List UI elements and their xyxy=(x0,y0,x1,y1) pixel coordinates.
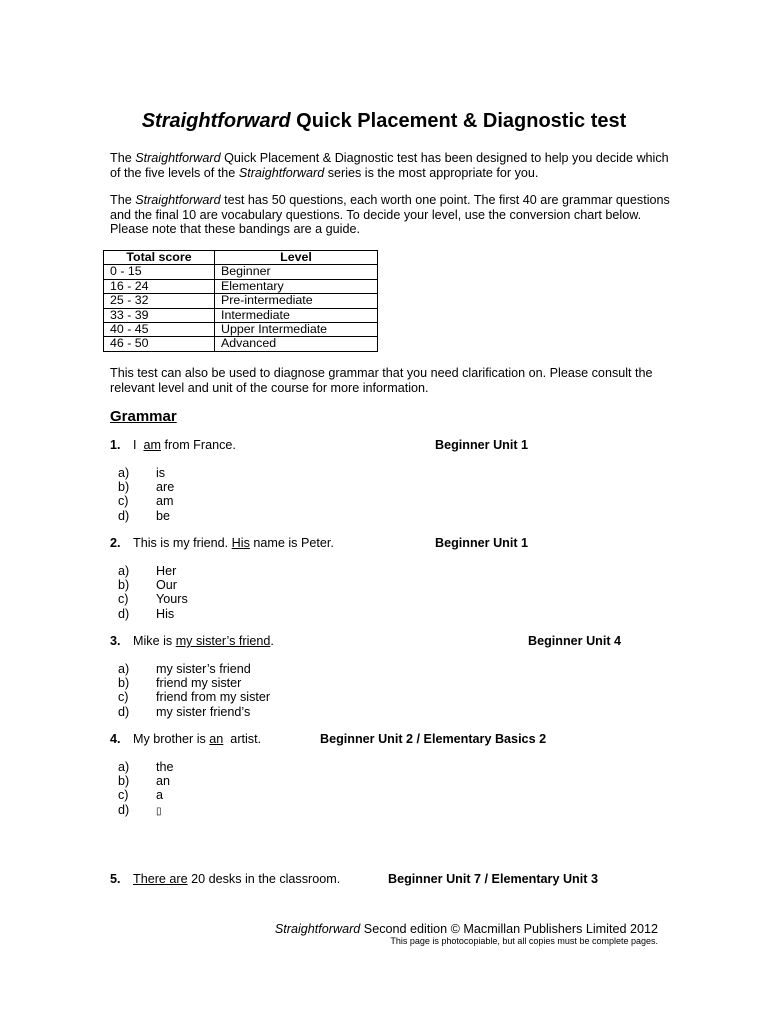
level-cell: Intermediate xyxy=(215,308,378,322)
table-row xyxy=(104,265,378,279)
option[interactable]: d) be xyxy=(118,508,171,523)
footer-copyright: Straightforward Second edition © Macmillan Publishers Limited 2012 xyxy=(274,922,658,936)
option[interactable]: a) my sister’s friend xyxy=(118,662,251,676)
footer-photocopy-note: This page is photocopiable, but all copies must be complete pages. xyxy=(390,936,658,946)
unit-reference: Beginner Unit 1 xyxy=(435,536,529,550)
question-number: 1. xyxy=(110,438,121,452)
missing-glyph-box: ▯ xyxy=(156,805,162,817)
question-4 xyxy=(110,732,670,748)
intro-paragraph-2: The Straightforward test has 50 questions, each worth one point. The first 40 are grammar questions and the final 10 are vocabulary questions. To decide your level, use the conversion chart below. Please note that these bandings are a guide. xyxy=(110,193,670,236)
question-number: 3. xyxy=(110,634,121,648)
question-number: 2. xyxy=(110,536,121,550)
option[interactable]: d) my sister friend’s xyxy=(118,704,251,719)
score-cell: 40 - 45 xyxy=(104,323,215,337)
question-1 xyxy=(110,438,670,454)
title-rest: Quick Placement & Diagnostic test xyxy=(296,110,627,132)
option[interactable]: c) Yours xyxy=(118,592,188,607)
option[interactable]: d) His xyxy=(118,606,175,621)
answer-options-4 xyxy=(118,760,174,817)
answer-options-2 xyxy=(118,564,188,621)
page-title xyxy=(0,110,768,133)
option[interactable]: b) are xyxy=(118,480,175,495)
level-cell: Pre-intermediate xyxy=(215,294,378,308)
unit-reference: Beginner Unit 7 / Elementary Unit 3 xyxy=(388,872,598,886)
level-cell: Advanced xyxy=(215,337,378,351)
score-cell: 46 - 50 xyxy=(104,337,215,351)
question-number: 5. xyxy=(110,872,121,886)
option[interactable]: c) am xyxy=(118,494,174,509)
table-row xyxy=(104,323,378,337)
score-cell: 33 - 39 xyxy=(104,308,215,322)
table-header-row xyxy=(104,251,378,265)
question-text: I am from France. xyxy=(133,438,236,452)
table-row xyxy=(104,294,378,308)
question-3 xyxy=(110,634,670,650)
option[interactable]: b) an xyxy=(118,774,171,789)
unit-reference: Beginner Unit 2 / Elementary Basics 2 xyxy=(320,732,547,746)
question-2 xyxy=(110,536,670,552)
answer-options-1 xyxy=(118,466,174,523)
score-cell: 25 - 32 xyxy=(104,294,215,308)
option[interactable]: a) the xyxy=(118,760,174,774)
answer-options-3 xyxy=(118,662,270,719)
table-row xyxy=(104,337,378,351)
question-text: This is my friend. His name is Peter. xyxy=(133,536,334,550)
unit-reference: Beginner Unit 4 xyxy=(528,634,622,648)
question-5 xyxy=(110,872,670,888)
option[interactable]: a) Her xyxy=(118,564,177,578)
header-level: Level xyxy=(215,251,378,265)
option[interactable]: b) friend my sister xyxy=(118,676,242,691)
score-cell: 0 - 15 xyxy=(104,265,215,279)
option[interactable]: d) ▯ xyxy=(118,802,162,817)
level-cell: Upper Intermediate xyxy=(215,323,378,337)
option[interactable]: a) is xyxy=(118,466,166,480)
level-cell: Beginner xyxy=(215,265,378,279)
option[interactable]: b) Our xyxy=(118,578,177,593)
question-text: There are 20 desks in the classroom. xyxy=(133,872,341,886)
question-number: 4. xyxy=(110,732,121,746)
question-text: My brother is an artist. xyxy=(133,732,262,746)
table-row xyxy=(104,279,378,293)
table-row xyxy=(104,308,378,322)
intro-paragraph-1: The Straightforward Quick Placement & Diagnostic test has been designed to help you decide which of the five levels of the Straightforward series is the most appropriate for you. xyxy=(110,151,669,180)
score-cell: 16 - 24 xyxy=(104,279,215,293)
question-text: Mike is my sister’s friend. xyxy=(133,634,274,648)
title-italic: Straightforward xyxy=(141,110,291,132)
option[interactable]: c) a xyxy=(118,788,164,803)
diagnose-paragraph: This test can also be used to diagnose grammar that you need clarification on. Please consult the relevant level and unit of the course for more information. xyxy=(110,366,653,395)
header-total-score: Total score xyxy=(104,251,215,265)
level-cell: Elementary xyxy=(215,279,378,293)
option[interactable]: c) friend from my sister xyxy=(118,690,271,705)
unit-reference: Beginner Unit 1 xyxy=(435,438,529,452)
score-level-table xyxy=(103,250,378,352)
section-title-grammar: Grammar xyxy=(110,408,177,425)
